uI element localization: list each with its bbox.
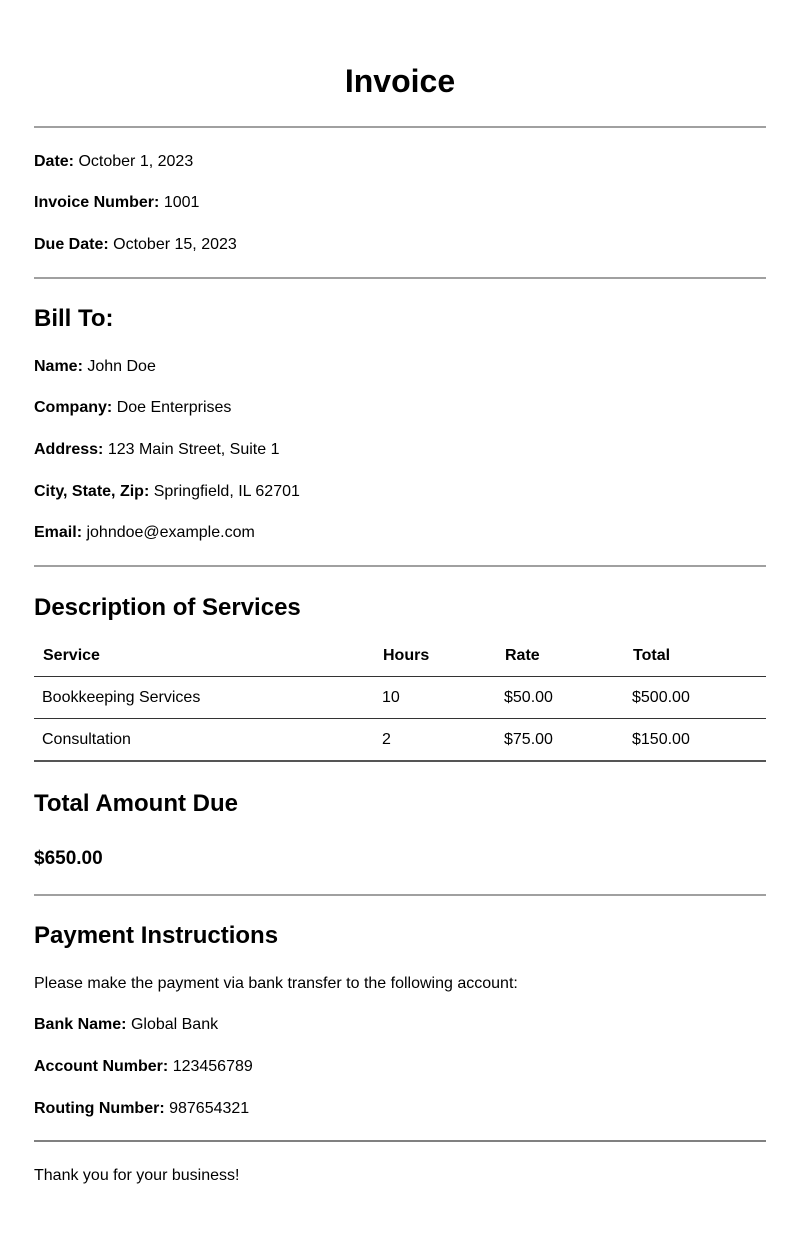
- due-date-label: Due Date:: [34, 236, 109, 253]
- cell-hours: 10: [374, 677, 496, 719]
- divider: [34, 565, 766, 567]
- table-row: [34, 719, 766, 762]
- routing-number: [34, 1099, 249, 1119]
- bill-to-city: [34, 482, 300, 502]
- divider: [34, 894, 766, 896]
- bank-name-value: Global Bank: [130, 1016, 219, 1033]
- total-amount: $650.00: [34, 848, 103, 869]
- due-date: [34, 235, 237, 255]
- total-heading: Total Amount Due: [34, 790, 238, 817]
- routing-number-label: Routing Number:: [34, 1100, 165, 1117]
- column-header-rate: Rate: [496, 636, 624, 677]
- cell-service: Bookkeeping Services: [34, 677, 374, 719]
- column-header-hours: Hours: [374, 636, 496, 677]
- email-value: johndoe@example.com: [86, 524, 255, 541]
- invoice-date: [34, 152, 193, 172]
- bill-to-heading: Bill To:: [34, 305, 114, 332]
- table-row: [34, 677, 766, 719]
- cell-total: $150.00: [624, 719, 766, 762]
- table-header-row: [34, 636, 766, 677]
- city-value: Springfield, IL 62701: [153, 483, 300, 500]
- thank-you-message: Thank you for your business!: [34, 1167, 240, 1184]
- services-table: [34, 636, 766, 762]
- cell-total: $500.00: [624, 677, 766, 719]
- payment-intro: Please make the payment via bank transfer to the following account:: [34, 975, 518, 992]
- cell-hours: 2: [374, 719, 496, 762]
- cell-rate: $50.00: [496, 677, 624, 719]
- cell-rate: $75.00: [496, 719, 624, 762]
- column-header-service: Service: [34, 636, 374, 677]
- bank-name-label: Bank Name:: [34, 1016, 127, 1033]
- email-label: Email:: [34, 524, 83, 541]
- address-value: 123 Main Street, Suite 1: [107, 441, 280, 458]
- column-header-total: Total: [624, 636, 766, 677]
- invoice-number: [34, 193, 199, 213]
- bill-to-email: [34, 523, 255, 543]
- payment-heading: Payment Instructions: [34, 922, 279, 949]
- divider: [34, 1140, 766, 1142]
- date-value: October 1, 2023: [78, 153, 194, 170]
- divider: [34, 126, 766, 128]
- name-label: Name:: [34, 358, 83, 375]
- bill-to-name: [34, 357, 156, 377]
- divider: [34, 277, 766, 279]
- bank-name: [34, 1015, 218, 1035]
- company-label: Company:: [34, 399, 113, 416]
- account-number: [34, 1057, 253, 1077]
- due-date-value: October 15, 2023: [113, 236, 237, 253]
- cell-service: Consultation: [34, 719, 374, 762]
- invoice-number-value: 1001: [163, 194, 200, 211]
- routing-number-value: 987654321: [169, 1100, 250, 1117]
- services-heading: Description of Services: [34, 594, 301, 621]
- date-label: Date:: [34, 153, 75, 170]
- address-label: Address:: [34, 441, 104, 458]
- page-title: Invoice: [344, 63, 456, 99]
- bill-to-company: [34, 398, 231, 418]
- company-value: Doe Enterprises: [116, 399, 232, 416]
- city-label: City, State, Zip:: [34, 483, 150, 500]
- bill-to-address: [34, 440, 279, 460]
- account-number-value: 123456789: [172, 1058, 253, 1075]
- account-number-label: Account Number:: [34, 1058, 169, 1075]
- invoice-number-label: Invoice Number:: [34, 194, 160, 211]
- name-value: John Doe: [87, 358, 156, 375]
